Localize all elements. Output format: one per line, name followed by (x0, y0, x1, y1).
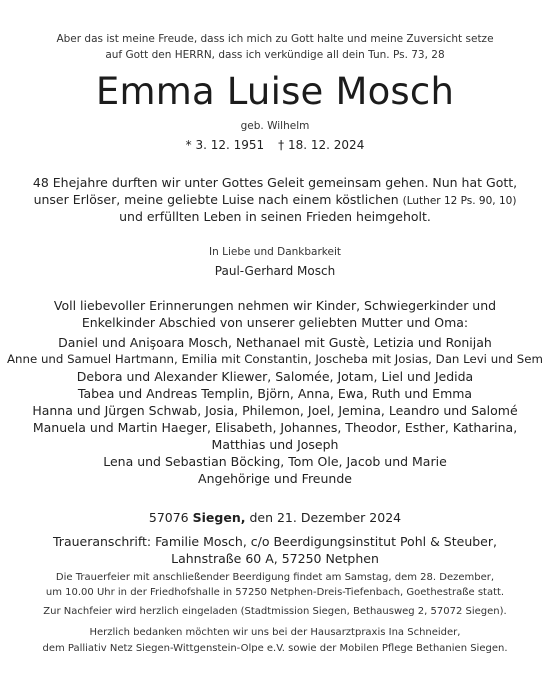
deceased-name: Emma Luise Mosch (95, 70, 455, 113)
tribute-line-3: und erfüllten Leben in seinen Frieden heimgeholt. (119, 209, 431, 224)
family-list-item: Matthias und Joseph (211, 437, 339, 452)
family-list-item: Tabea und Andreas Templin, Björn, Anna, Ewa, Ruth und Emma (77, 386, 473, 401)
signature-name: Paul-Gerhard Mosch (214, 264, 336, 278)
family-list-item: Hanna und Jürgen Schwab, Josia, Philemon, Joel, Jemina, Leandro und Salomé (32, 403, 518, 418)
service-info-line-2: um 10.00 Uhr in der Friedhofshalle in 57250 Netphen-Dreis-Tiefenbach, Goethestraße statt. (45, 587, 505, 598)
thanks-line-2: dem Palliativ Netz Siegen-Wittgenstein-Olpe e.V. sowie der Mobilen Pflege Bethanien Siegen. (42, 643, 508, 654)
place-zip: 57076 (148, 510, 193, 525)
tribute-line-1: 48 Ehejahre durften wir unter Gottes Geleit gemeinsam gehen. Nun hat Gott, (32, 175, 518, 190)
family-list-item: Angehörige und Freunde (198, 471, 352, 486)
tribute-reference: (Luther 12 Ps. 90, 10) (402, 195, 517, 207)
thanks-line-1: Herzlich bedanken möchten wir uns bei der Hausarztpraxis Ina Schneider, (89, 627, 461, 638)
bible-verse-line-1: Aber das ist meine Freude, dass ich mich zu Gott halte und meine Zuversicht setze (56, 33, 494, 45)
family-list-item: Lena und Sebastian Böcking, Tom Ole, Jacob und Marie (103, 454, 447, 469)
service-info-line-1: Die Trauerfeier mit anschließender Beerdigung findet am Samstag, dem 28. Dezember, (55, 572, 495, 583)
notice-date: den 21. Dezember 2024 (245, 510, 402, 525)
signature-intro: In Liebe und Dankbarkeit (209, 246, 341, 258)
family-intro-line-1: Voll liebevoller Erinnerungen nehmen wir Kinder, Schwiegerkinder und (53, 298, 497, 313)
bible-verse-line-2: auf Gott den HERRN, dass ich verkündige all dein Tun. Ps. 73, 28 (105, 49, 445, 61)
family-list-item: Daniel und Anişoara Mosch, Nethanael mit Gustè, Letizia und Ronijah (58, 335, 492, 350)
mourning-address-line-2: Lahnstraße 60 A, 57250 Netphen (171, 551, 379, 566)
tribute-line-2-text: unser Erlöser, meine geliebte Luise nach einem köstlichen (33, 192, 403, 207)
place-and-date (0, 510, 550, 525)
reception-info: Zur Nachfeier wird herzlich eingeladen (Stadtmission Siegen, Bethausweg 2, 57072 Siegen). (43, 606, 507, 617)
life-dates (0, 138, 550, 152)
mourning-address-line-1: Traueranschrift: Familie Mosch, c/o Beerdigungsinstitut Pohl & Steuber, (53, 534, 497, 549)
family-intro-line-2: Enkelkinder Abschied von unserer geliebten Mutter und Oma: (81, 315, 469, 330)
place-city: Siegen, (192, 510, 246, 525)
tribute-line-2 (0, 192, 550, 207)
birth-date: * 3. 12. 1951 (185, 138, 265, 152)
family-list-item: Anne und Samuel Hartmann, Emilia mit Constantin, Joscheba mit Josias, Dan Levi und Sem (7, 352, 543, 366)
birth-name: geb. Wilhelm (240, 120, 310, 132)
family-list-item: Manuela und Martin Haeger, Elisabeth, Johannes, Theodor, Esther, Katharina, (32, 420, 518, 435)
death-date: † 18. 12. 2024 (278, 138, 365, 152)
family-list-item: Debora und Alexander Kliewer, Salomée, Jotam, Liel und Jedida (76, 369, 474, 384)
